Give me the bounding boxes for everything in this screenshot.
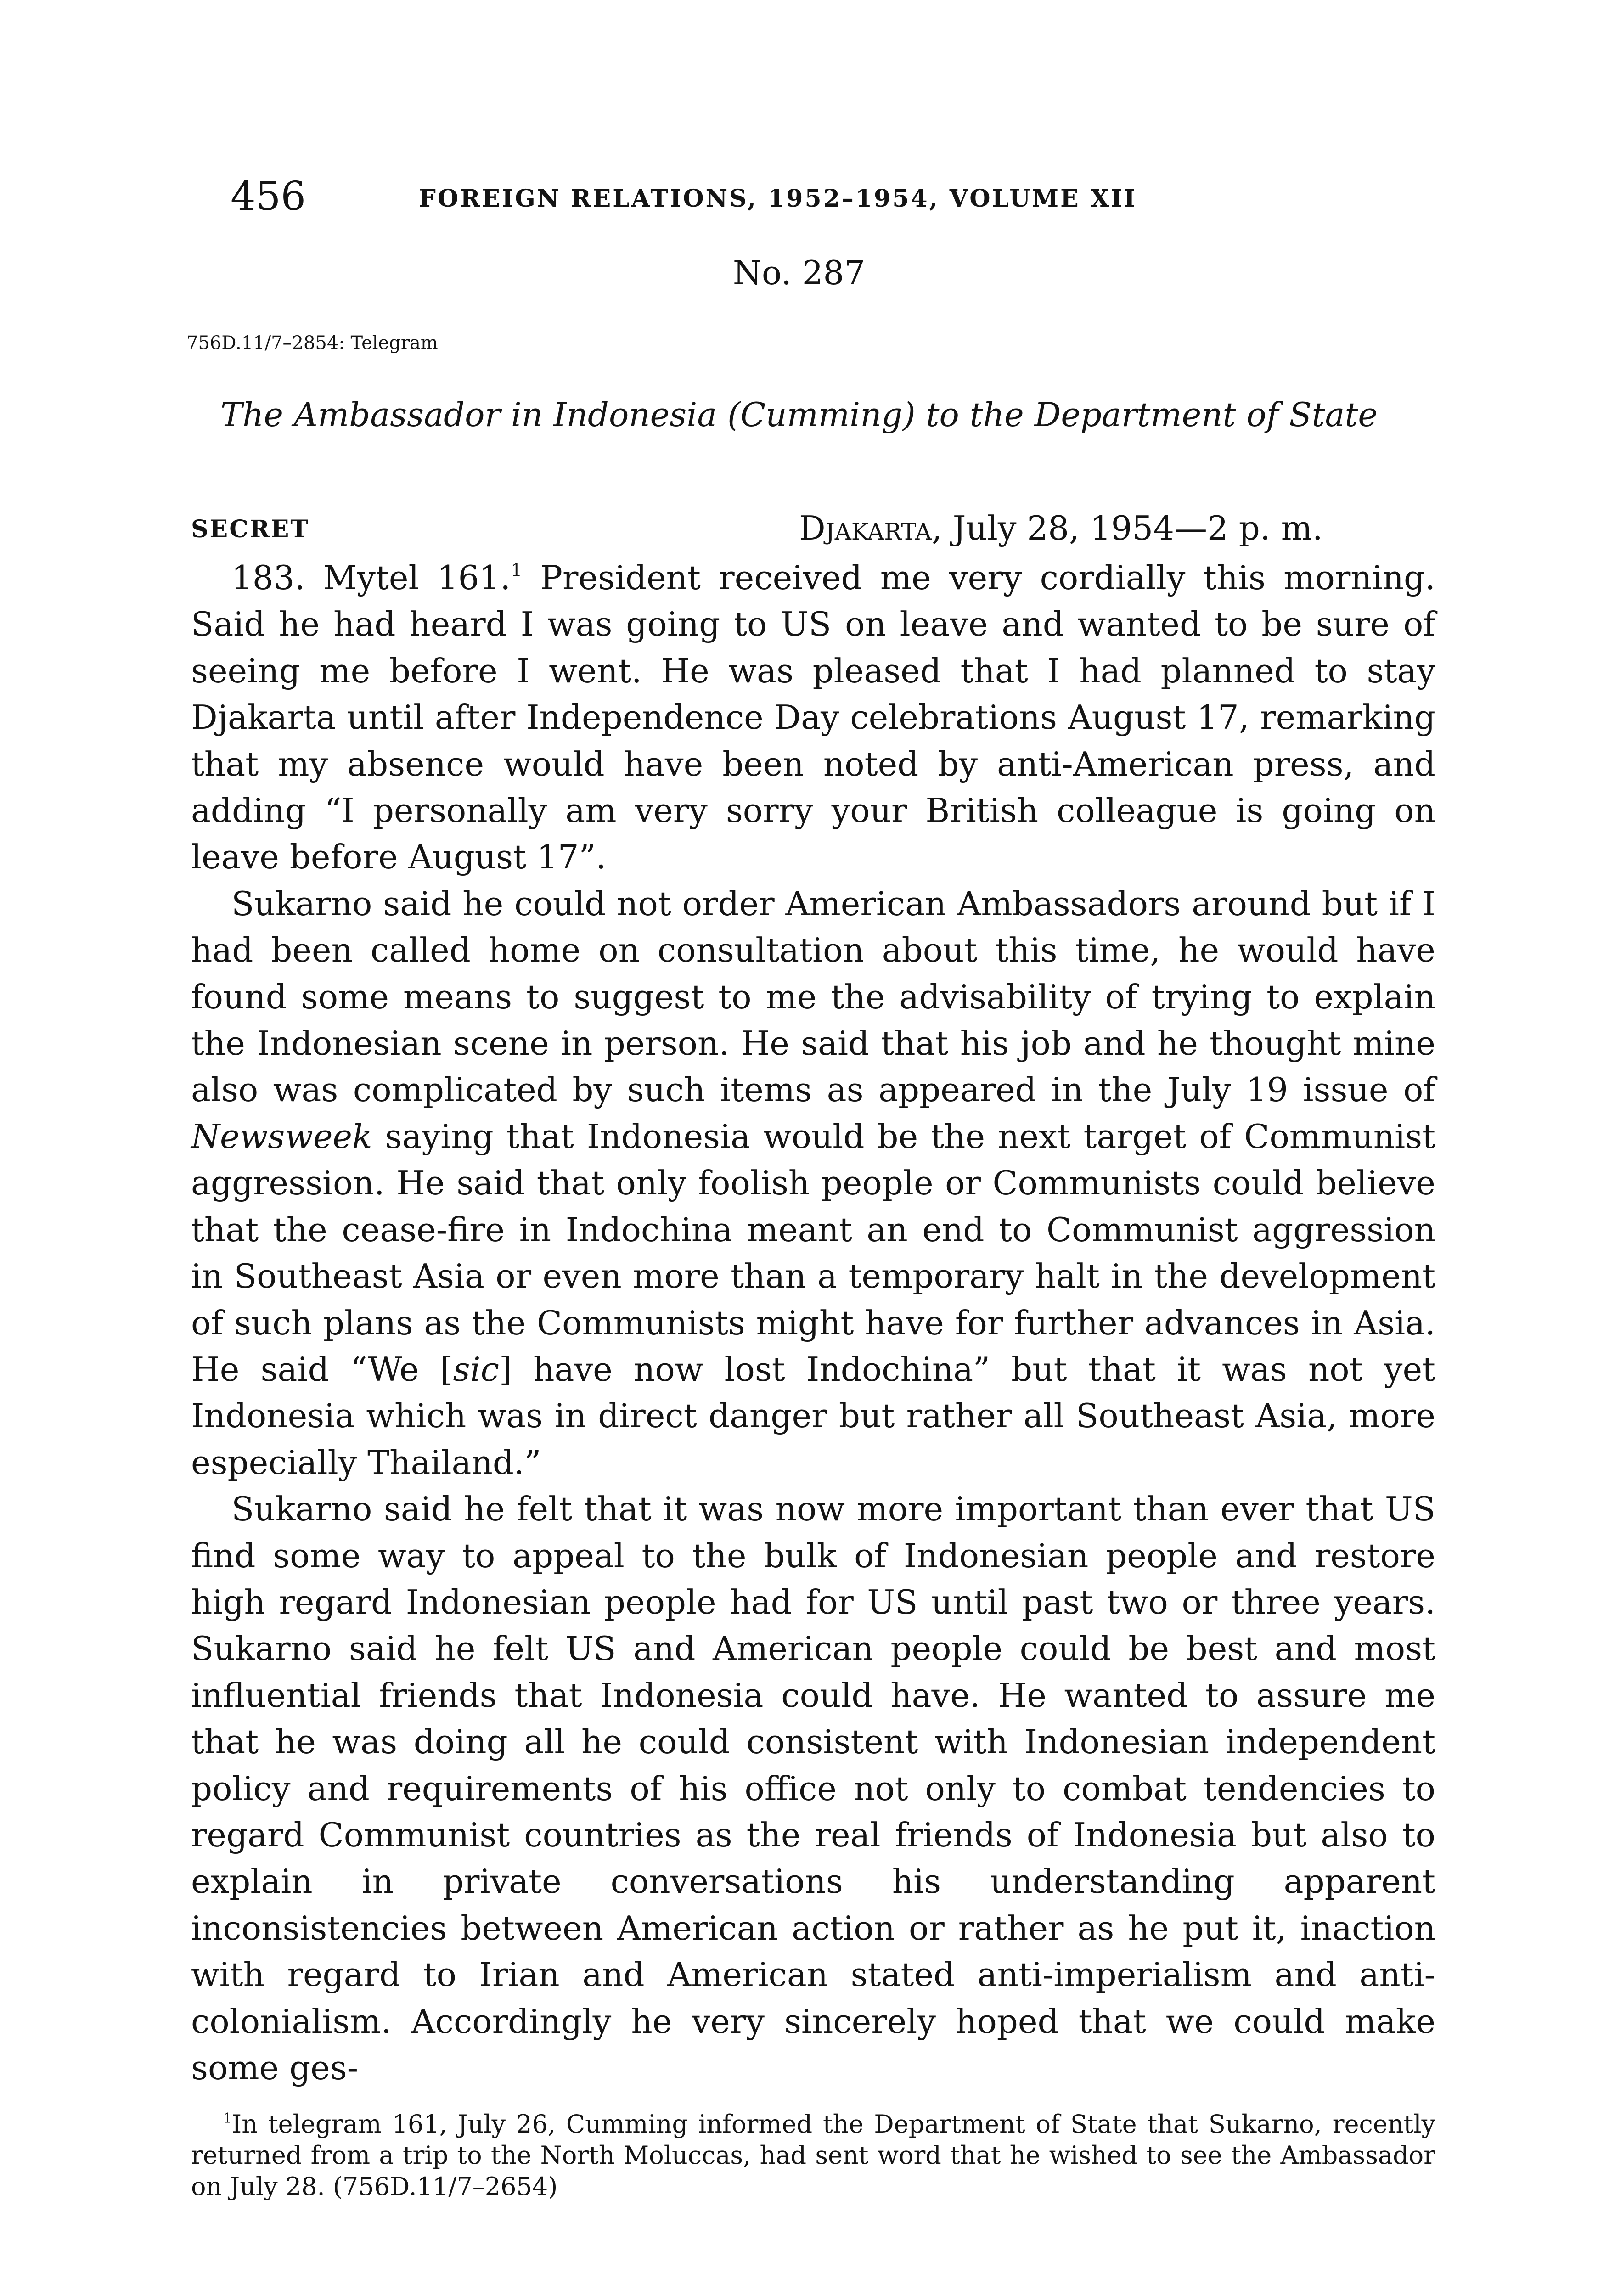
dateline-date: , July 28, 1954—2 p. m. <box>931 509 1323 547</box>
document-number: No. 287 <box>732 253 866 292</box>
telegram-lead: 183. Mytel 161. <box>231 558 511 597</box>
paragraph-text: Sukarno said he could not order American Ambassadors around but if I had been called home on consultation about this time, he would have found some means to suggest to me the advisability of trying to explain the Indonesian scene in person. He said that his job and he thought mine also was complicated by such items as appeared in the July 19 issue of <box>191 884 1435 1109</box>
sic-note: sic <box>453 1350 499 1389</box>
classification-label: SECRET <box>191 515 310 543</box>
body-paragraph <box>191 1486 1435 2091</box>
paragraph-text: saying that Indonesia would be the next target of Communist aggression. He said that only foolish people or Communists could believe that the cease-fire in Indochina meant an end to Communist aggression in Southeast Asia or even more than a temporary halt in the development of such plans as the Communists might have for further advances in Asia. He said “We [ <box>191 1117 1435 1389</box>
telegram-body <box>191 555 1435 2091</box>
footnote-text: In telegram 161, July 26, Cumming informed the Department of State that Sukarno, recently returned from a trip to the North Moluccas, had sent word that he wished to see the Ambassador on July 28. (756D.11/7–2654) <box>191 2110 1435 2201</box>
magazine-title: Newsweek <box>191 1117 372 1156</box>
running-head: FOREIGN RELATIONS, 1952–1954, VOLUME XII <box>419 185 1137 213</box>
paragraph-text: ] have now lost Indochina” but that it was not yet Indonesia which was in direct danger but rather all Southeast Asia, more especially Thailand.” <box>191 1350 1435 1482</box>
body-paragraph <box>191 881 1435 1486</box>
footnote-marker: 1 <box>223 2110 232 2127</box>
dateline <box>799 509 1323 547</box>
body-paragraph <box>191 555 1435 881</box>
paragraph-text: Sukarno said he felt that it was now more important than ever that US find some way to appeal to the bulk of Indonesian people and restore high regard Indonesian people had for US until past two or three years. Sukarno said he felt US and American people could be best and most influential friends that Indonesia could have. He wanted to assure me that he was doing all he could consistent with Indonesian independent policy and requirements of his office not only to combat tendencies to regard Communist countries as the real friends of Indonesia but also to explain in private conversations his understanding apparent inconsistencies between American action or rather as he put it, inaction with regard to Irian and American stated anti-imperialism and anti-colonialism. Accordingly he very sincerely hoped that we could make some ges- <box>191 1490 1435 2087</box>
footnotes <box>191 2109 1435 2202</box>
footnote-reference: 1 <box>511 560 523 581</box>
file-reference: 756D.11/7–2854: Telegram <box>186 332 438 354</box>
dateline-place: Djakarta <box>799 509 932 547</box>
paragraph-text: President received me very cordially this morning. Said he had heard I was going to US on leave and wanted to be sure of seeing me before I went. He was pleased that I had planned to stay Djakarta until after Independence Day celebrations August 17, remarking that my absence would have been noted by anti-American press, and adding “I personally am very sorry your British colleague is going on leave before August 17”. <box>191 558 1435 877</box>
page-number: 456 <box>231 174 306 219</box>
document-title: The Ambassador in Indonesia (Cumming) to the Department of State <box>220 395 1378 434</box>
footnote <box>191 2109 1435 2202</box>
